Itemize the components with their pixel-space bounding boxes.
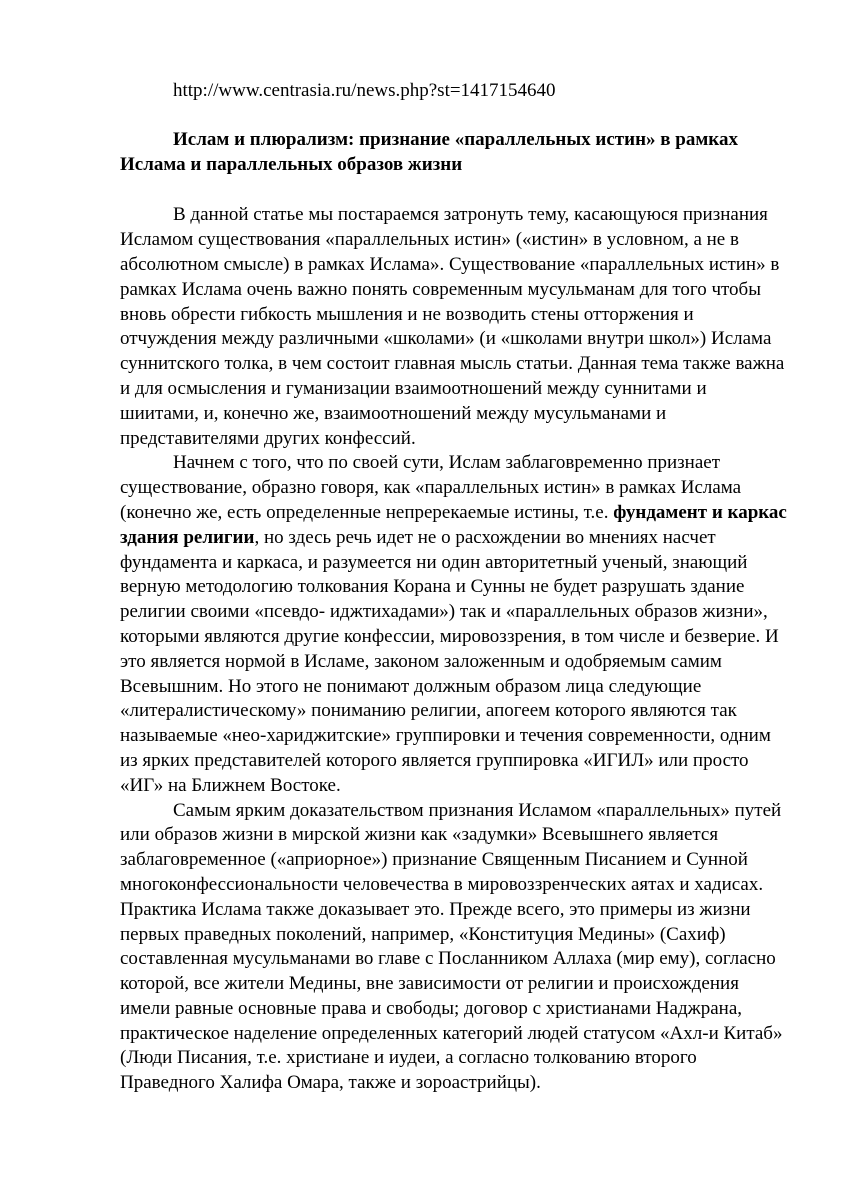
paragraph-2-bold-phrase: фундамент и каркас здания религии	[120, 501, 787, 548]
document-body	[120, 79, 788, 1096]
paragraph-2-text-after: , но здесь речь идет не о расхождении во мнениях насчет фундамента и каркаса, и разумеется ни один авторитетный ученый, знающий верную методологию толкования Корана и Сунны не будет разрушать здание религии своими «псевдо- иджтихадами») так и «параллельных образов жизни», которыми являются другие конфессии, мировоззрения, в том числе и безверие. И это является нормой в Исламе, законом заложенным и одобряемым самим Всевышним. Но этого не понимают должным образом лица следующие «литералистическому» пониманию религии, апогеем которого являются так называемые «нео-хариджитские» группировки и течения современности, одним из ярких представителей которого является группировка «ИГИЛ» или просто «ИГ» на Ближнем Востоке.	[120, 526, 779, 796]
paragraph-2	[120, 451, 788, 798]
paragraph-2-text-before: Начнем с того, что по своей сути, Ислам заблаговременно признает существование, образно говоря, как «параллельных истин» в рамках Ислама (конечно же, есть определенные непререкаемые истины, т.е.	[120, 452, 742, 523]
paragraph-3: Самым ярким доказательством признания Исламом «параллельных» путей или образов жизни в мирской жизни как «задумки» Всевышнего является заблаговременное («априорное») признание Священным Писанием и Сунной многоконфессиональности человечества в мировоззренческих аятах и хадисах. Практика Ислама также доказывает это. Прежде всего, это примеры из жизни первых праведных поколений, например, «Конституция Медины» (Сахиф) составленная мусульманами во главе с Посланником Аллаха (мир ему), согласно которой, все жители Медины, вне зависимости от религии и происхождения имели равные основные права и свободы; договор с христианами Наджрана, практическое наделение определенных категорий людей статусом «Ахл-и Китаб» (Люди Писания, т.е. христиане и иудеи, а согласно толкованию второго Праведного Халифа Омара, также и зороастрийцы).	[120, 799, 783, 1094]
article-title: Ислам и плюрализм: признание «параллельных истин» в рамках Ислама и параллельных образов жизни	[120, 128, 738, 175]
source-url: http://www.centrasia.ru/news.php?st=1417154640	[173, 80, 556, 101]
paragraph-1: В данной статье мы постараемся затронуть тему, касающуюся признания Исламом существования «параллельных истин» («истин» в условном, а не в абсолютном смысле) в рамках Ислама». Существование «параллельных истин» в рамках Ислама очень важно понять современным мусульманам для того чтобы вновь обрести гибкость мышления и не возводить стены отторжения и отчуждения между различными «школами» (и «школами внутри школ») Ислама суннитского толка, в чем состоит главная мысль статьи. Данная тема также важна и для осмысления и гуманизации взаимоотношений между суннитами и шиитами, и, конечно же, взаимоотношений между мусульманами и представителями других конфессий.	[120, 204, 785, 449]
